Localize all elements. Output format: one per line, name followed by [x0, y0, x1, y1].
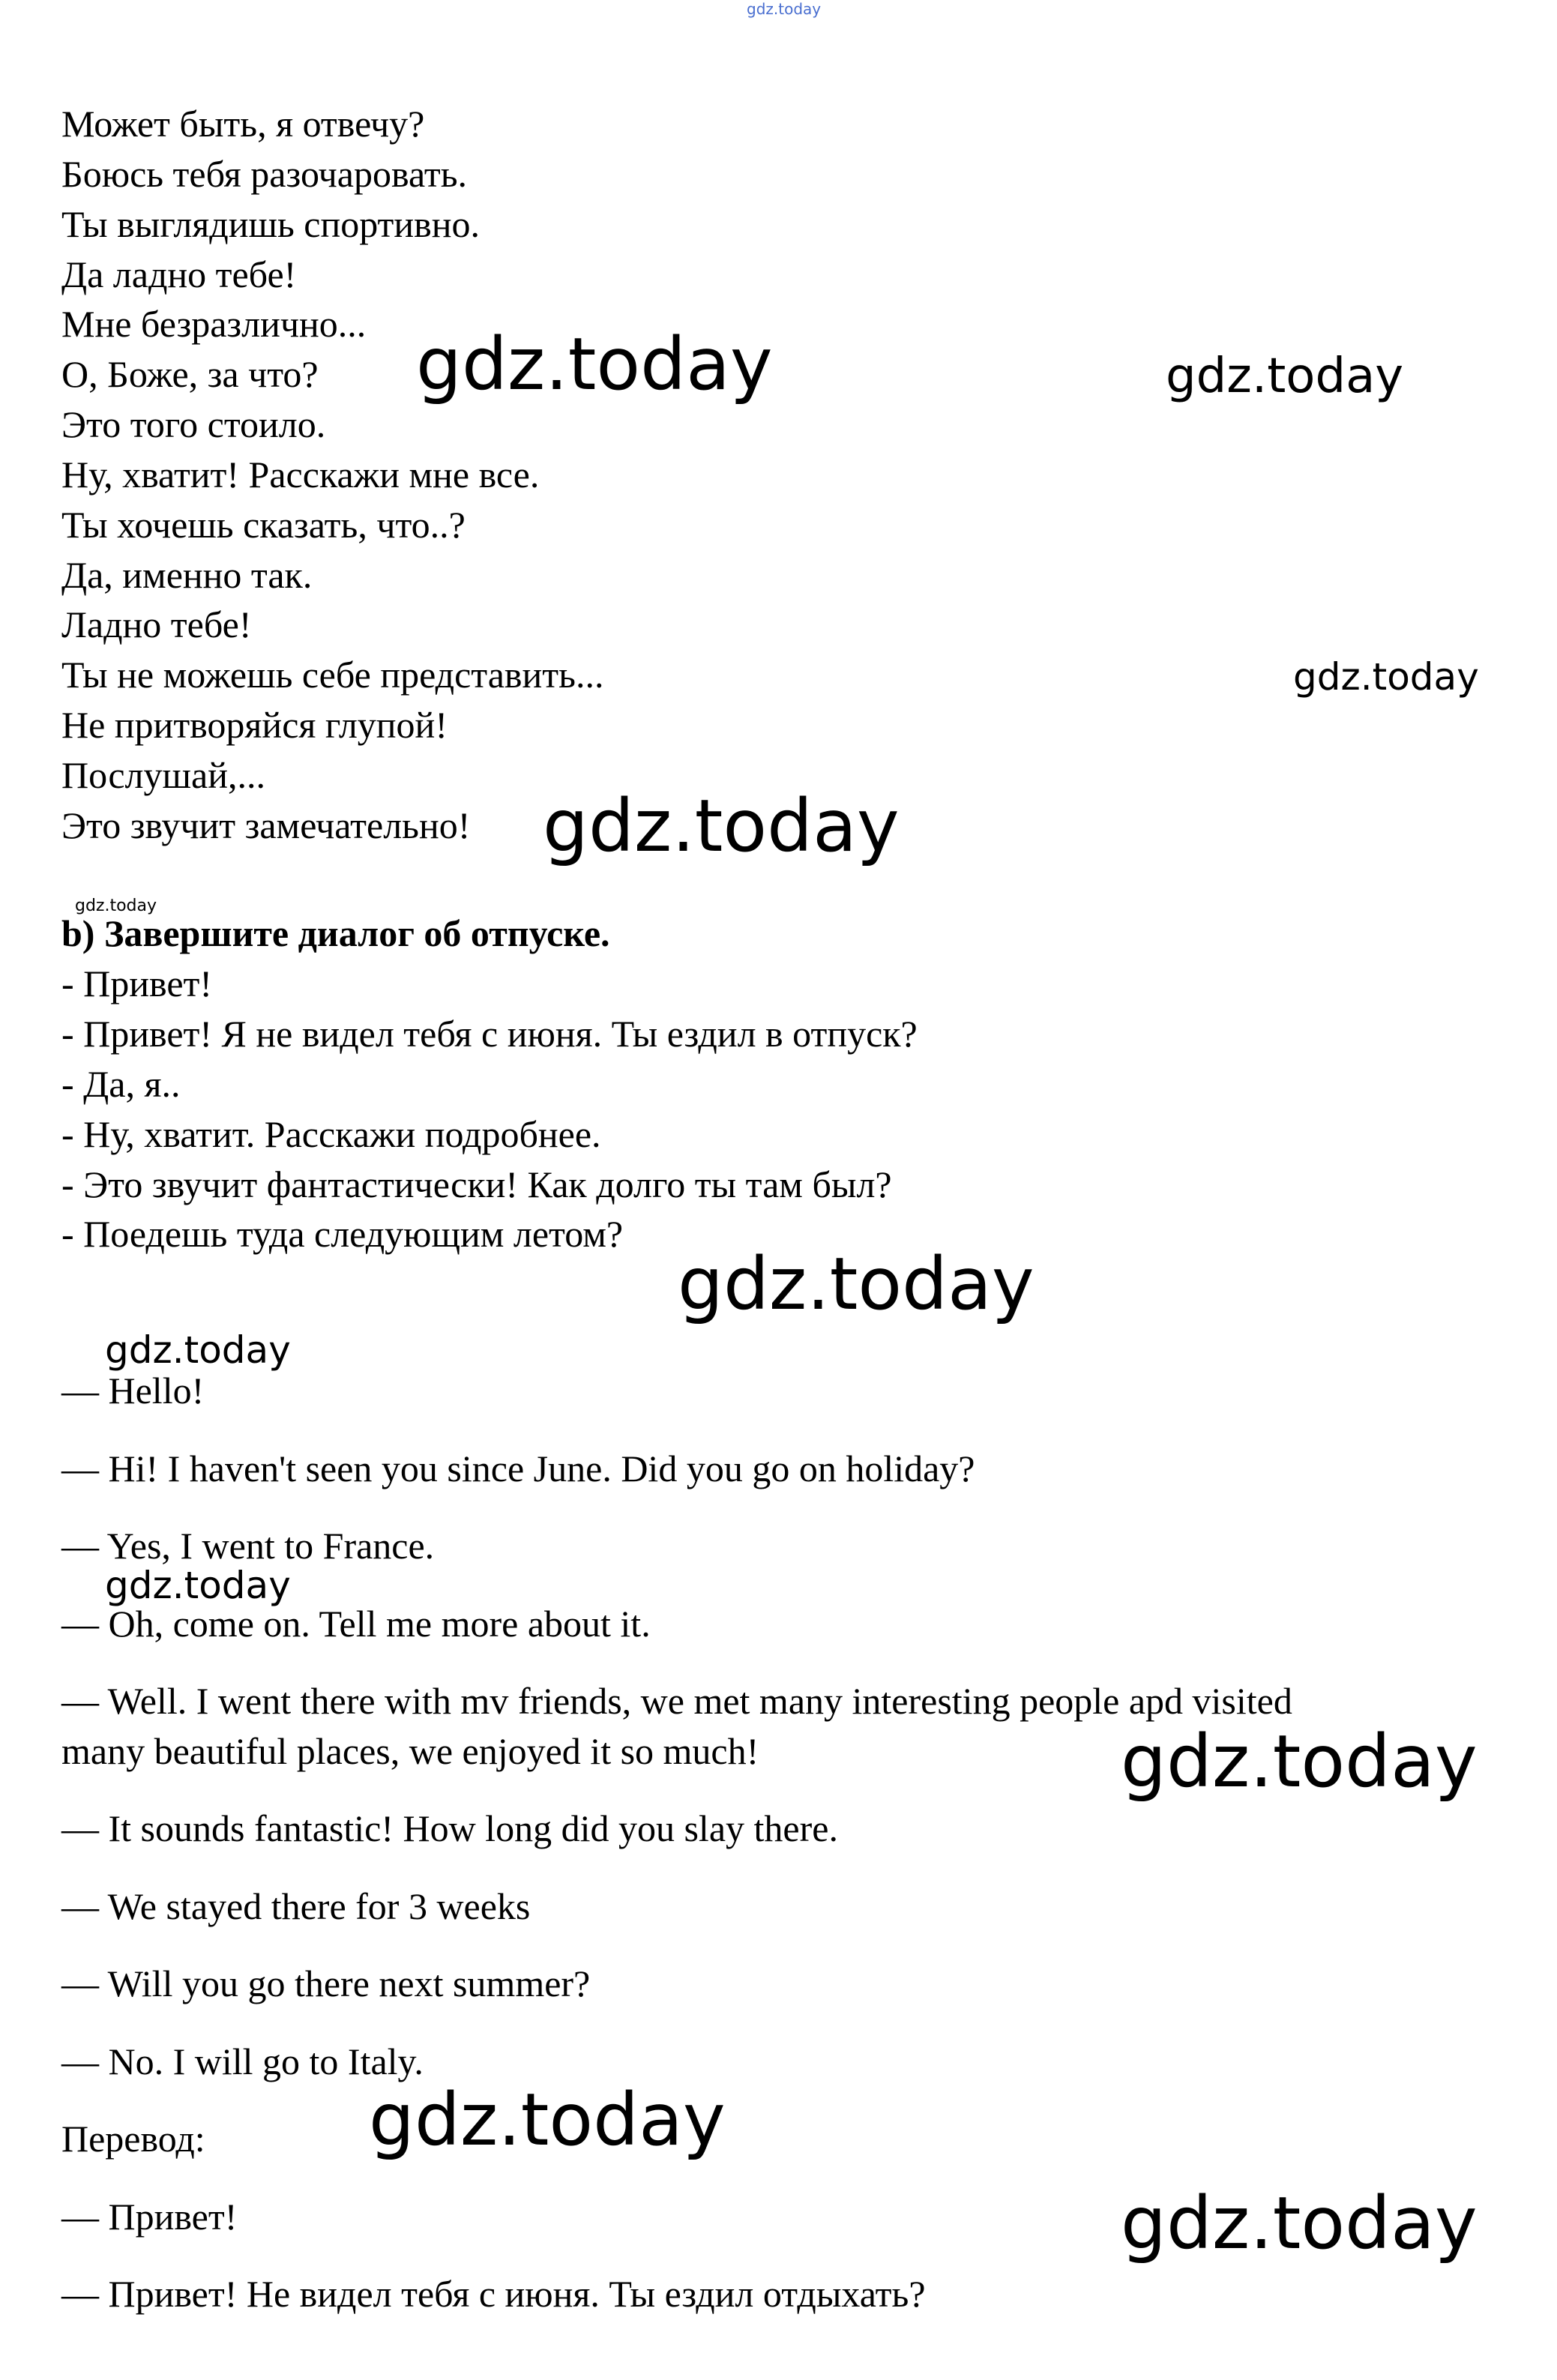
watermark: gdz.today: [416, 322, 773, 406]
task-b-line: - Да, я..: [61, 1063, 181, 1105]
answer-line: — We stayed there for 3 weeks: [61, 1885, 531, 1927]
answer-line: — Will you go there next summer?: [61, 1962, 591, 2004]
phrase-line: Это того стоило.: [61, 403, 326, 445]
phrase-line: Ладно тебе!: [61, 603, 252, 645]
phrase-line: Это звучит замечательно!: [61, 804, 471, 846]
translation-label: Перевод:: [61, 2118, 205, 2160]
answer-line: — Yes, I went to France.: [61, 1525, 435, 1567]
phrase-line: Ну, хватит! Расскажи мне все.: [61, 454, 540, 495]
watermark: gdz.today: [543, 784, 900, 868]
task-b-heading: b) Завершите диалог об отпуске.: [61, 912, 610, 954]
answer-line: — Hello!: [61, 1370, 205, 1412]
translation-line: — Привет!: [61, 2196, 238, 2238]
watermark: gdz.today: [747, 0, 822, 18]
task-b-line: - Ну, хватит. Расскажи подробнее.: [61, 1113, 601, 1155]
watermark: gdz.today: [678, 1242, 1035, 1326]
phrase-line: Может быть, я отвечу?: [61, 103, 425, 145]
watermark: gdz.today: [105, 1328, 291, 1372]
watermark: gdz.today: [369, 2078, 726, 2162]
watermark: gdz.today: [1166, 349, 1404, 404]
phrase-line: Не притворяйся глупой!: [61, 704, 448, 746]
phrase-line: Мне безразлично...: [61, 303, 367, 345]
answer-line: — Hi! I haven't seen you since June. Did you go on holiday?: [61, 1447, 975, 1489]
watermark: gdz.today: [1121, 2181, 1478, 2265]
phrase-line: Боюсь тебя разочаровать.: [61, 153, 467, 195]
phrase-line: Ты выглядишь спортивно.: [61, 203, 481, 245]
phrase-line: Послушай,...: [61, 754, 265, 796]
task-b-line: - Это звучит фантастически! Как долго ты там был?: [61, 1163, 892, 1205]
watermark: gdz.today: [1293, 655, 1479, 699]
watermark: gdz.today: [1121, 1720, 1478, 1804]
answer-line: many beautiful places, we enjoyed it so much!: [61, 1730, 759, 1772]
task-b-line: - Поедешь туда следующим летом?: [61, 1213, 624, 1255]
answer-line: — Oh, come on. Tell me more about it.: [61, 1603, 651, 1645]
task-b-line: - Привет! Я не видел тебя с июня. Ты ездил в отпуск?: [61, 1013, 918, 1055]
answer-line: — Well. I went there with mv friends, we met many interesting people apd visited: [61, 1680, 1292, 1722]
phrase-line: Ты хочешь сказать, что..?: [61, 504, 466, 546]
answer-line: — It sounds fantastic! How long did you slay there.: [61, 1807, 838, 1849]
watermark: gdz.today: [75, 897, 157, 915]
phrase-line: Ты не можешь себе представить...: [61, 654, 604, 696]
watermark: gdz.today: [105, 1564, 291, 1607]
phrase-line: О, Боже, за что?: [61, 353, 319, 395]
phrase-line: Да ладно тебе!: [61, 253, 297, 295]
phrase-line: Да, именно так.: [61, 554, 313, 596]
translation-line: — Привет! Не видел тебя с июня. Ты ездил отдыхать?: [61, 2273, 926, 2315]
answer-line: — No. I will go to Italy.: [61, 2040, 424, 2082]
task-b-line: - Привет!: [61, 962, 213, 1004]
